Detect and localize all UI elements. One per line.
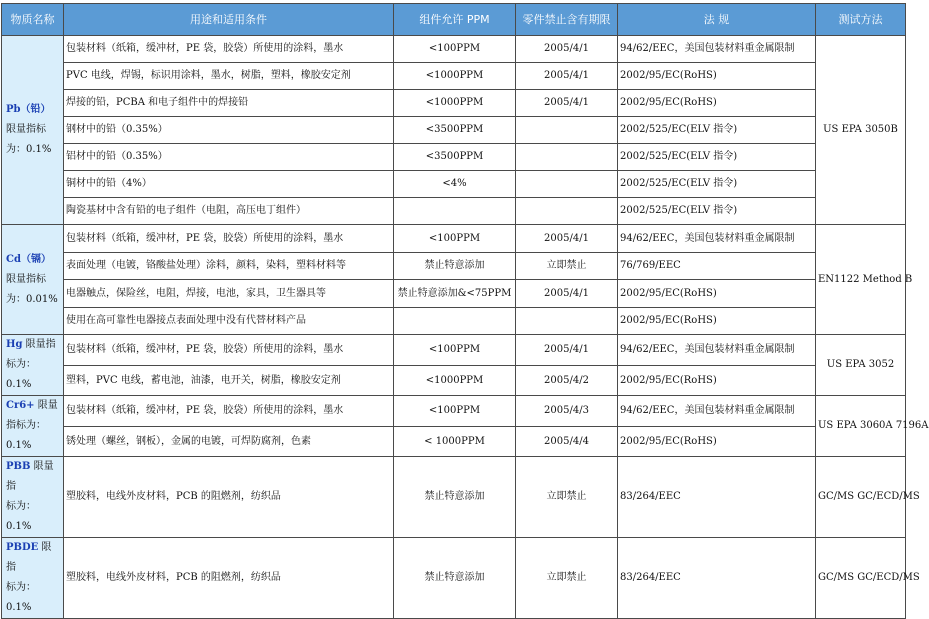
ppm-cell: <3500PPM bbox=[394, 144, 516, 171]
test-method-cell: US EPA 3060A 7196A bbox=[816, 396, 906, 457]
table-row bbox=[2, 538, 906, 619]
regulation-cell: 83/264/EEC bbox=[618, 538, 816, 619]
limit-value: 为：0.01% bbox=[6, 293, 58, 305]
ppm-cell bbox=[394, 308, 516, 335]
usage-cell: 塑胶料，电线外皮材料，PCB 的阻燃剂，纺织品 bbox=[64, 538, 394, 619]
regulation-cell: 2002/95/EC(RoHS) bbox=[618, 90, 816, 117]
ppm-cell: 禁止特意添加&<75PPM bbox=[394, 280, 516, 308]
limit-label: 限量 bbox=[37, 400, 58, 411]
usage-cell: PVC 电线，焊锡，标识用涂料，墨水，树脂，塑料，橡胶安定剂 bbox=[64, 63, 394, 90]
ppm-cell bbox=[394, 198, 516, 225]
ban-date-cell: 2005/4/1 bbox=[516, 225, 618, 253]
limit-value: 标为：0.1% bbox=[6, 582, 36, 613]
test-method-cell: US EPA 3050B bbox=[816, 36, 906, 225]
regulation-cell: 76/769/EEC bbox=[618, 253, 816, 280]
usage-cell: 焊接的铅，PCBA 和电子组件中的焊接铅 bbox=[64, 90, 394, 117]
ban-date-cell: 2005/4/1 bbox=[516, 280, 618, 308]
substance-name: PBDE bbox=[6, 542, 39, 553]
ban-date-cell: 立即禁止 bbox=[516, 538, 618, 619]
usage-cell: 铝材中的铅（0.35%） bbox=[64, 144, 394, 171]
ppm-cell: <100PPM bbox=[394, 335, 516, 366]
usage-cell: 表面处理（电镀，铬酸盐处理）涂料，颜料，染料，塑料材料等 bbox=[64, 253, 394, 280]
substance-cell bbox=[2, 396, 64, 457]
table-row bbox=[2, 396, 906, 427]
header-row bbox=[2, 4, 906, 36]
table-row bbox=[2, 63, 906, 90]
header-limit: 组件允许 PPM bbox=[394, 4, 516, 36]
ppm-cell: <100PPM bbox=[394, 396, 516, 427]
regulation-cell: 94/62/EEC，美国包装材料重金属限制 bbox=[618, 396, 816, 427]
substance-name: Cr6+ bbox=[6, 400, 35, 411]
table-row bbox=[2, 36, 906, 63]
usage-cell: 锈处理（螺丝，钢板），金属的电镀，可焊防腐剂，色素 bbox=[64, 427, 394, 457]
usage-cell: 包装材料（纸箱，缓冲材，PE 袋，胶袋）所使用的涂料，墨水 bbox=[64, 396, 394, 427]
limit-label: 限指 bbox=[6, 542, 52, 573]
ban-date-cell bbox=[516, 308, 618, 335]
ppm-cell: <1000PPM bbox=[394, 90, 516, 117]
table-row bbox=[2, 457, 906, 538]
ppm-cell: < 1000PPM bbox=[394, 427, 516, 457]
table-row bbox=[2, 117, 906, 144]
substance-cell bbox=[2, 36, 64, 225]
table-row bbox=[2, 427, 906, 457]
ban-date-cell: 2005/4/4 bbox=[516, 427, 618, 457]
table-row bbox=[2, 225, 906, 253]
ppm-cell: 禁止特意添加 bbox=[394, 538, 516, 619]
table-row bbox=[2, 335, 906, 366]
regulation-cell: 94/62/EEC，美国包装材料重金属限制 bbox=[618, 36, 816, 63]
limit-value: 标为：0.1% bbox=[6, 359, 36, 390]
regulation-cell: 2002/95/EC(RoHS) bbox=[618, 63, 816, 90]
usage-cell: 包装材料（纸箱，缓冲材，PE 袋，胶袋）所使用的涂料，墨水 bbox=[64, 335, 394, 366]
ppm-cell: <3500PPM bbox=[394, 117, 516, 144]
rohs-table bbox=[1, 3, 929, 619]
usage-cell: 塑胶料，电线外皮材料，PCB 的阻燃剂，纺织品 bbox=[64, 457, 394, 538]
substance-name: PBB bbox=[6, 461, 31, 472]
limit-label: 限量指标 bbox=[6, 124, 46, 135]
usage-cell: 钢材中的铅（0.35%） bbox=[64, 117, 394, 144]
ban-date-cell: 2005/4/1 bbox=[516, 36, 618, 63]
regulation-cell: 2002/95/EC(RoHS) bbox=[618, 280, 816, 308]
ppm-cell: <4% bbox=[394, 171, 516, 198]
ban-date-cell: 2005/4/1 bbox=[516, 335, 618, 366]
table-row bbox=[2, 308, 906, 335]
ppm-cell: <100PPM bbox=[394, 36, 516, 63]
usage-cell: 包装材料（纸箱，缓冲材，PE 袋，胶袋）所使用的涂料，墨水 bbox=[64, 225, 394, 253]
ppm-cell: 禁止特意添加 bbox=[394, 253, 516, 280]
regulation-cell: 2002/525/EC(ELV 指令) bbox=[618, 117, 816, 144]
regulation-cell: 83/264/EEC bbox=[618, 457, 816, 538]
substance-name: Pb（铅） bbox=[6, 104, 51, 115]
table-row bbox=[2, 144, 906, 171]
table-row bbox=[2, 90, 906, 117]
regulation-cell: 94/62/EEC，美国包装材料重金属限制 bbox=[618, 225, 816, 253]
header-substance: 物质名称 bbox=[2, 4, 64, 36]
usage-cell: 铜材中的铅（4%） bbox=[64, 171, 394, 198]
ban-date-cell bbox=[516, 117, 618, 144]
substance-cell bbox=[2, 538, 64, 619]
substance-cell bbox=[2, 225, 64, 335]
limit-label: 限量指 bbox=[6, 461, 54, 492]
ban-date-cell bbox=[516, 198, 618, 225]
ppm-cell: 禁止特意添加 bbox=[394, 457, 516, 538]
header-test: 测试方法 bbox=[816, 4, 906, 36]
usage-cell: 陶瓷基材中含有铅的电子组件（电阻，高压电丁组件） bbox=[64, 198, 394, 225]
substance-name: Hg bbox=[6, 339, 23, 350]
regulation-cell: 2002/525/EC(ELV 指令) bbox=[618, 171, 816, 198]
regulation-cell: 2002/95/EC(RoHS) bbox=[618, 366, 816, 396]
regulation-cell: 2002/525/EC(ELV 指令) bbox=[618, 144, 816, 171]
substance-cell bbox=[2, 457, 64, 538]
ppm-cell: <1000PPM bbox=[394, 366, 516, 396]
header-usage: 用途和适用条件 bbox=[64, 4, 394, 36]
regulation-cell: 2002/95/EC(RoHS) bbox=[618, 308, 816, 335]
regulation-cell: 2002/95/EC(RoHS) bbox=[618, 427, 816, 457]
table-row bbox=[2, 171, 906, 198]
limit-value: 标为：0.1% bbox=[6, 501, 36, 532]
test-method-cell: GC/MS GC/ECD/MS bbox=[816, 457, 906, 538]
table-body bbox=[2, 36, 929, 619]
usage-cell: 使用在高可靠性电器接点表面处理中没有代替材料产品 bbox=[64, 308, 394, 335]
header-regulation: 法 规 bbox=[618, 4, 816, 36]
table-row bbox=[2, 198, 906, 225]
header-ban-date: 零件禁止含有期限 bbox=[516, 4, 618, 36]
table-row bbox=[2, 366, 906, 396]
usage-cell: 包装材料（纸箱，缓冲材，PE 袋，胶袋）所使用的涂料，墨水 bbox=[64, 36, 394, 63]
table-row bbox=[2, 280, 906, 308]
ppm-cell: <100PPM bbox=[394, 225, 516, 253]
limit-label: 限量指 bbox=[25, 339, 56, 350]
limit-value: 指标为：0.1% bbox=[6, 420, 46, 451]
ban-date-cell: 2005/4/1 bbox=[516, 90, 618, 117]
test-method-cell: EN1122 Method B bbox=[816, 225, 906, 335]
test-method-cell: GC/MS GC/ECD/MS bbox=[816, 538, 906, 619]
ban-date-cell bbox=[516, 171, 618, 198]
ban-date-cell: 2005/4/3 bbox=[516, 396, 618, 427]
table-row bbox=[2, 253, 906, 280]
regulation-cell: 2002/525/EC(ELV 指令) bbox=[618, 198, 816, 225]
ban-date-cell bbox=[516, 144, 618, 171]
ppm-cell: <1000PPM bbox=[394, 63, 516, 90]
limit-value: 为：0.1% bbox=[6, 144, 52, 155]
ban-date-cell: 立即禁止 bbox=[516, 253, 618, 280]
usage-cell: 电器触点，保险丝，电阻，焊接，电池，家具，卫生器具等 bbox=[64, 280, 394, 308]
ban-date-cell: 立即禁止 bbox=[516, 457, 618, 538]
ban-date-cell: 2005/4/1 bbox=[516, 63, 618, 90]
substance-cell bbox=[2, 335, 64, 396]
regulation-cell: 94/62/EEC，美国包装材料重金属限制 bbox=[618, 335, 816, 366]
substance-name: Cd（镉） bbox=[6, 253, 51, 265]
test-method-cell: US EPA 3052 bbox=[816, 335, 906, 396]
limit-label: 限量指标 bbox=[6, 273, 46, 285]
ban-date-cell: 2005/4/2 bbox=[516, 366, 618, 396]
usage-cell: 塑料，PVC 电线，蓄电池，油漆，电开关，树脂，橡胶安定剂 bbox=[64, 366, 394, 396]
